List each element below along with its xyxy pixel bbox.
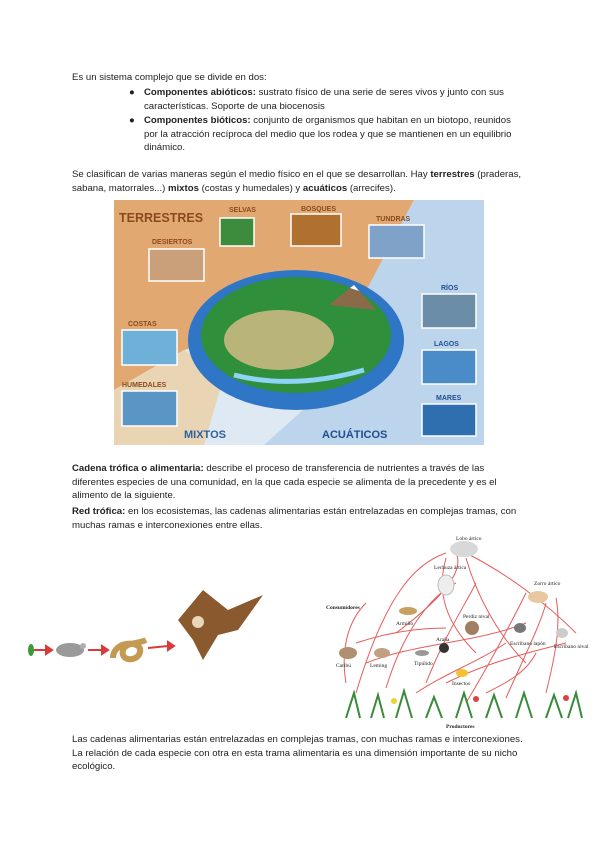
flower-icon [391,698,397,704]
label-lagos: LAGOS [434,341,459,348]
producer-plants [346,691,582,718]
label-zorro: Zorro ártico [534,581,561,587]
bullet-term: Componentes abióticos: [144,87,256,98]
label-perdiz: Perdiz nival [463,614,490,620]
costas-photo [122,330,177,365]
snow-bunting-icon [556,628,568,638]
chain-arrowhead [168,642,174,650]
bullet-dot: ● [129,115,135,126]
label-consumidores: Consumidores [326,605,360,611]
closing-paragraph: Las cadenas alimentarias están entrelazadas en complejas tramas, con muchas ramas e interconexiones. La relación de cada especie con otra en esta trama alimentaria es una dimensión importante de su nicho ecológico. [72,734,523,773]
cadena-term: Cadena trófica o alimentaria: [72,463,204,474]
label-caribu: Caribú [336,663,351,669]
bullet-text: conjunto de organismos que habitan en un biotopo, reunidos por la atracción recíproca del medio que los rodea y que se mantienen en un equilibrio dinámico. [144,115,512,154]
classify-terrestres: terrestres [430,169,475,180]
label-mixtos: MIXTOS [184,429,226,441]
food-web-figure [326,533,592,730]
label-arana: Araña [436,637,450,643]
red-paragraph [72,505,520,532]
mouse-head [80,643,86,649]
label-escribano-nival: Escribano nival [554,644,589,650]
label-tundras: TUNDRAS [376,216,411,223]
label-bosques: BOSQUES [301,206,337,213]
ecosystem-types-figure [114,200,484,445]
label-productores: Productores [446,724,475,730]
bullet-dot: ● [129,87,135,98]
label-humedales: HUMEDALES [122,382,167,389]
cadena-paragraph [72,462,520,503]
tundras-photo [369,225,424,258]
chain-arrowhead [102,646,108,654]
wolf-icon [450,541,478,557]
island-plain [224,310,334,370]
label-acuaticos: ACUÁTICOS [322,429,388,441]
humedales-photo [122,391,177,426]
chain-arrow [148,646,168,648]
intro-text: Es un sistema complejo que se divide en dos: [72,72,267,83]
lagos-photo [422,350,476,384]
label-mares: MARES [436,395,462,402]
classify-text-a: Se clasifican de varias maneras según el medio físico en el que se desarrollan. Hay [72,169,431,180]
label-lobo: Lobo ártico [456,536,482,542]
red-term: Red trófica: [72,506,126,517]
label-armino: Armiño [396,621,414,627]
eagle-icon [178,590,263,660]
cadena-text: describe el proceso de transferencia de nutrientes a través de las diferentes especies de una comunidad, en la que cada especie se alimenta de la precedente y es el alimento de la siguiente. [72,463,497,502]
label-desiertos: DESIERTOS [152,239,193,246]
label-costas: COSTAS [128,321,157,328]
label-tipulido: Tipúlido [414,661,433,667]
label-terrestres: TERRESTRES [119,211,204,225]
spider-icon [439,643,449,653]
caribou-icon [339,647,357,659]
selvas-photo [220,218,254,246]
classify-text-c: (costas y humedales) y [198,182,303,194]
classify-mixtos: mixtos [167,182,199,194]
bullet-term: Componentes bióticos: [144,115,251,126]
desiertos-photo [149,249,204,281]
classify-text-d: (arrecifes). [347,182,396,194]
fox-icon [528,591,548,603]
label-rios: RÍOS [441,285,459,292]
food-chain-illustration [28,580,273,675]
snake-icon [113,640,146,659]
label-lechuza: Lechuza ártica [434,565,467,571]
insects-icon [456,669,468,677]
classify-paragraph [72,168,532,195]
owl-icon [438,575,454,595]
label-selvas: SELVAS [229,207,256,214]
red-text: en los ecosistemas, las cadenas alimentarias están entrelazadas en complejas tramas, con muchas ramas e interconexiones entre ellas. [72,506,517,531]
flower-icon [563,695,569,701]
label-leming: Leming [370,663,388,669]
bosques-photo [291,214,341,246]
bullet-text: sustrato físico de una serie de seres vivos y junto con sus características. Soporte de una biocenosis [144,87,504,112]
flower-icon [473,696,479,702]
mouse-icon [56,643,84,657]
lemming-icon [374,648,390,658]
label-insectos: Insectos [452,681,471,687]
lapland-bunting-icon [514,623,526,633]
eagle-head [192,616,204,628]
classify-text-b: (praderas, sabana, matorrales...) [72,169,522,194]
rios-photo [422,294,476,328]
plant-icon [28,644,34,656]
ermine-icon [399,607,417,615]
chain-arrowhead [46,646,52,654]
ptarmigan-icon [465,621,479,635]
classify-acuaticos: acuáticos [302,182,348,194]
cranefly-icon [415,650,429,656]
mares-photo [422,404,476,436]
label-escribano: Escribano lapón [510,641,546,647]
